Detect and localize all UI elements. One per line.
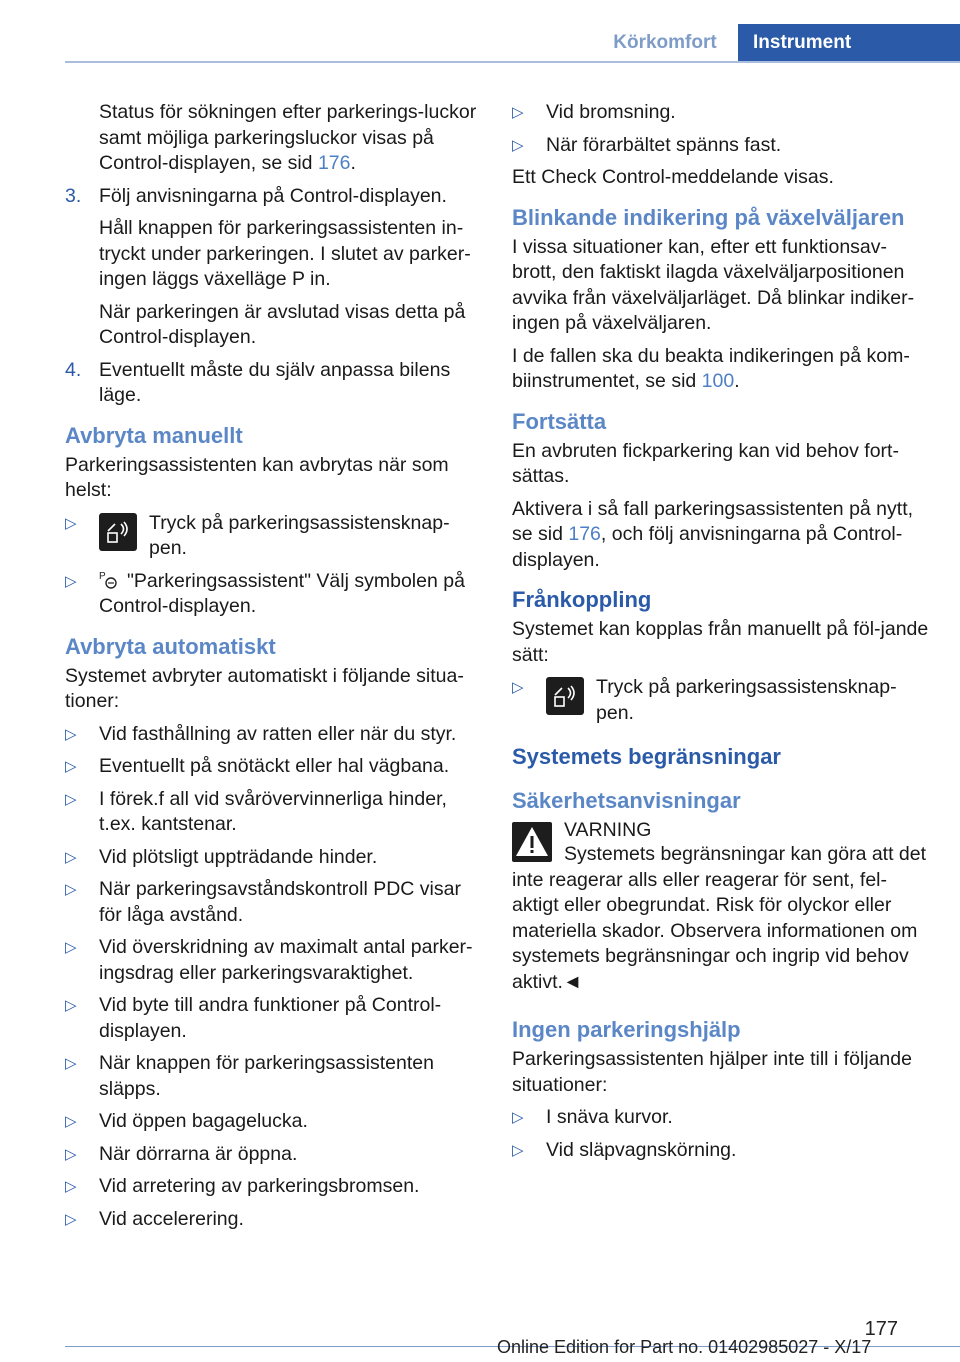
continue-ref-end: , och följ anvisningarna på Control-displayen. [512, 523, 903, 571]
bullet-icon: ▷ [65, 848, 77, 866]
bullet-icon: ▷ [65, 881, 77, 898]
list-item [65, 1051, 483, 1102]
step-number: 3. [65, 184, 82, 207]
bullet-text: Vid byte till andra funktioner på Control-displayen. [99, 994, 442, 1042]
bullet-icon: ▷ [512, 679, 524, 696]
section-heading-blink: Blinkande indikering på växelväljaren [512, 204, 905, 230]
right-column [512, 100, 930, 1170]
list-item [512, 675, 930, 726]
bullet-text: Vid fasthållning av ratten eller när du styr. [99, 722, 457, 745]
header-rule [65, 61, 960, 63]
step-text: Eventuellt måste du själv anpassa bilens läge. [99, 358, 451, 406]
list-item [65, 877, 483, 928]
blink-ref-text: I de fallen ska du beakta indikeringen på kom-biinstrumentet, se sid [512, 344, 910, 392]
bullet-icon: ▷ [512, 1141, 524, 1159]
bullet-icon: ▷ [65, 1055, 77, 1072]
warning-block [512, 818, 930, 868]
list-item [65, 511, 483, 562]
warning-text: Systemets begränsningar kan göra att det inte reagerar alls eller reagerar för sent, fel-aktigt eller obegrundat. Risk för olyckor eller materiella skador. Observera informationen om systemets begränsningar och ingrip vid behov aktivt.◄ [512, 843, 927, 993]
check-control-text: Ett Check Control-meddelande visas. [512, 166, 834, 188]
bullet-text: Tryck på parkeringsassistensknap-pen. [596, 676, 897, 724]
section-heading-limits: Systemets begränsningar [512, 744, 781, 769]
list-item [65, 722, 483, 748]
bullet-text: Vid överskridning av maximalt antal parker-ingsdrag eller parkeringsvaraktighet. [99, 936, 473, 984]
continue-text-ref [512, 497, 930, 574]
bullet-text: Vid öppen bagagelucka. [99, 1110, 308, 1132]
bullet-icon: ▷ [512, 136, 524, 154]
step-number: 4. [65, 358, 82, 381]
page-ref-link[interactable]: 176 [317, 152, 351, 174]
bullet-icon: ▷ [65, 790, 77, 808]
list-item [65, 787, 483, 838]
step2-continuation [65, 100, 483, 177]
page-ref-link[interactable]: 176 [568, 523, 601, 545]
svg-text:P: P [99, 570, 106, 582]
list-item [512, 100, 930, 126]
bullet-text: När parkeringsavståndskontroll PDC visar för låga avstånd. [99, 878, 461, 926]
bullet-icon: ▷ [65, 997, 77, 1014]
step2-text: Status för sökningen efter parkerings-luckor samt möjliga parkeringsluckor visas på Control-displayen, se sid [99, 101, 477, 174]
section-heading-continue: Fortsätta [512, 408, 607, 434]
blink-text: I vissa situationer kan, efter ett funktionsav-brott, den faktiskt ilagda växelväljarpositionen avvika från växelväljarläget. Då blinkar indiker-ingen på växelväljaren. [512, 235, 915, 334]
disconnect-intro: Systemet kan kopplas från manuellt på föl-jande sätt: [512, 618, 929, 666]
bullet-text: När dörrarna är öppna. [99, 1142, 298, 1165]
bullet-icon: ▷ [65, 939, 77, 956]
list-item [65, 1207, 483, 1233]
bullet-text: Vid arretering av parkeringsbromsen. [99, 1175, 420, 1197]
continue-text: En avbruten fickparkering kan vid behov fort-sättas. [512, 439, 899, 487]
section-heading-nohelp: Ingen parkeringshjälp [512, 1017, 741, 1042]
nohelp-intro: Parkeringsassistenten hjälper inte till i följande situationer: [512, 1048, 912, 1096]
bullet-icon: ▷ [65, 514, 77, 532]
page-number: 177 [864, 1318, 898, 1340]
list-item [65, 1109, 483, 1135]
bullet-text: I förek.f all vid svårövervinnerliga hinder, t.ex. kantstenar. [99, 787, 447, 835]
parking-assist-button-icon [99, 513, 137, 551]
bullet-icon: ▷ [512, 104, 524, 121]
section-heading-manual: Avbryta manuellt [65, 422, 243, 448]
bullet-text: Eventuellt på snötäckt eller hal vägbana. [99, 755, 450, 777]
blink-ref-end: . [734, 370, 740, 392]
page-header [0, 0, 960, 62]
list-item [65, 1142, 483, 1168]
list-item [512, 1138, 930, 1164]
bullet-text: Vid plötsligt uppträdande hinder. [99, 845, 378, 868]
warning-triangle-icon [512, 822, 552, 862]
section-heading-disconnect: Frånkoppling [512, 587, 652, 612]
step-text: Följ anvisningarna på Control-displayen. [99, 184, 447, 207]
subsection-heading-safety: Säkerhetsanvisningar [512, 788, 741, 813]
list-item [65, 1174, 483, 1200]
bullet-icon: ▷ [65, 572, 77, 590]
blink-text-ref [512, 344, 930, 395]
list-item [65, 754, 483, 780]
tab-section[interactable]: Körkomfort [613, 32, 717, 53]
edition-text: Online Edition for Part no. 01402985027 - X/17 [497, 1337, 872, 1357]
parking-assist-button-icon [546, 677, 584, 715]
tab-chapter[interactable]: Instrument [738, 24, 960, 62]
bullet-text: I snäva kurvor. [546, 1106, 673, 1128]
list-item [65, 935, 483, 986]
bullet-text: Vid accelerering. [99, 1207, 244, 1230]
manual-intro: Parkeringsassistenten kan avbrytas när som helst: [65, 453, 449, 501]
list-item [65, 993, 483, 1044]
bullet-text: När knappen för parkeringsassistenten släpps. [99, 1052, 434, 1100]
warning-label: VARNING [564, 819, 652, 841]
step-text: Håll knappen för parkeringsassistenten in-tryckt under parkeringen. I slutet av parker-ingen läggs växelläge P in. [99, 217, 471, 290]
bullet-text: När förarbältet spänns fast. [546, 133, 782, 156]
step2-end: . [350, 152, 356, 174]
bullet-icon: ▷ [65, 758, 77, 775]
auto-intro: Systemet avbryter automatiskt i följande situa-tioner: [65, 664, 464, 712]
bullet-text: Tryck på parkeringsassistensknap-pen. [149, 511, 450, 559]
bullet-text: "Parkeringsassistent" Välj symbolen på Control-displayen. [99, 569, 465, 617]
bullet-icon: ▷ [65, 1210, 77, 1228]
bullet-icon: ▷ [65, 1113, 77, 1130]
bullet-icon: ▷ [512, 1109, 524, 1126]
list-item [512, 133, 930, 159]
step-4 [65, 358, 483, 409]
bullet-icon: ▷ [65, 1178, 77, 1195]
bullet-icon: ▷ [65, 1145, 77, 1163]
list-item [512, 1105, 930, 1131]
list-item [65, 845, 483, 871]
list-item [65, 569, 483, 620]
section-heading-auto: Avbryta automatiskt [65, 633, 276, 659]
step-text: När parkeringen är avslutad visas detta på Control-displayen. [99, 300, 466, 348]
bullet-icon: ▷ [65, 725, 77, 743]
step-3 [65, 184, 483, 351]
left-column [65, 100, 483, 1239]
bullet-text: Vid bromsning. [546, 101, 676, 123]
parking-assistant-symbol-icon [99, 569, 121, 591]
page-ref-link[interactable]: 100 [701, 370, 735, 392]
bullet-text: Vid släpvagnskörning. [546, 1138, 737, 1161]
continue-ref-text: Aktivera i så fall parkeringsassistenten på nytt, se sid [512, 497, 914, 545]
